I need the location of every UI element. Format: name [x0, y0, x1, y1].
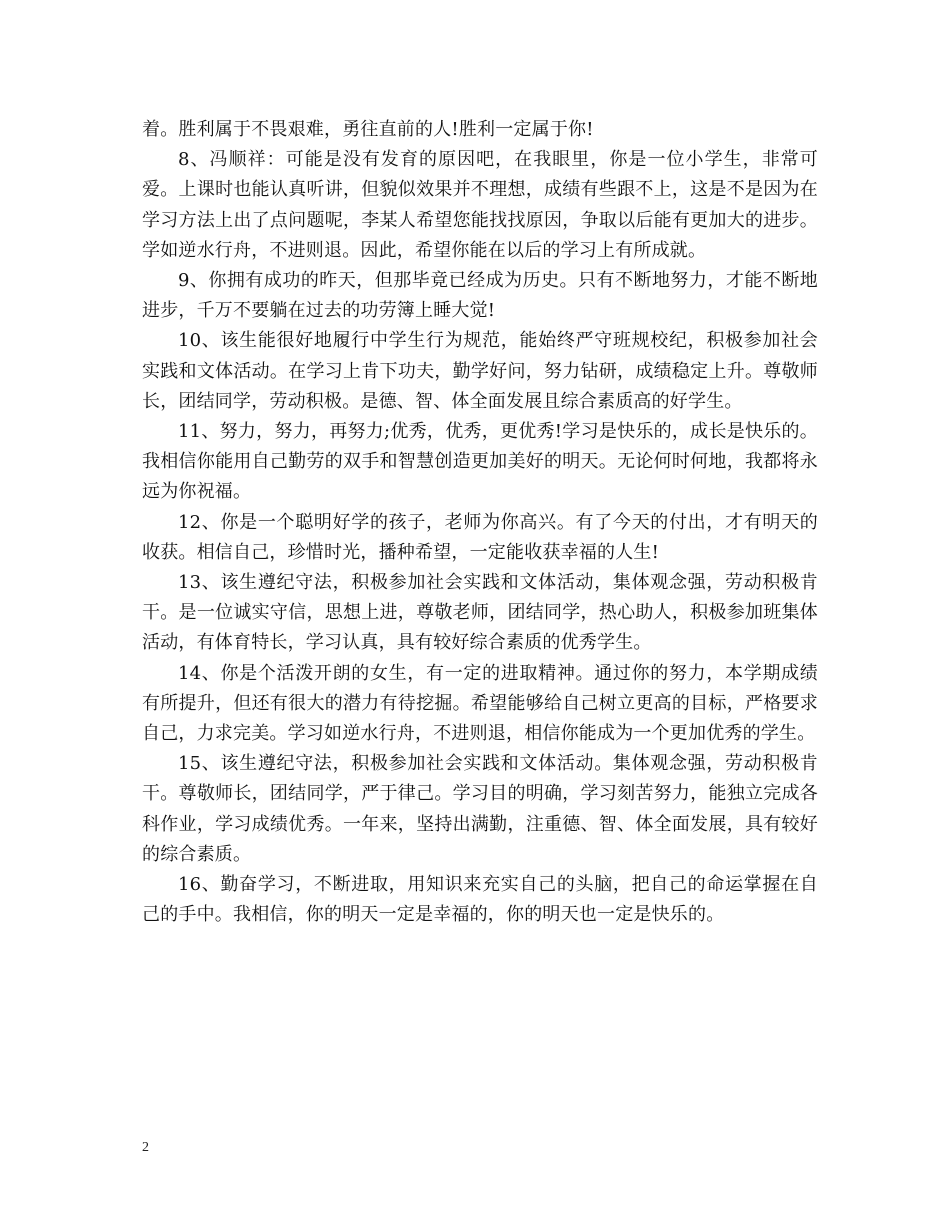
paragraph-continuation: 着。胜利属于不畏艰难，勇往直前的人!胜利一定属于你! [142, 119, 594, 140]
paragraph-comment-9: 9、你拥有成功的昨天，但那毕竟已经成为历史。只有不断地努力，才能不断地进步，千万不要躺在过去的功劳簿上睡大觉! [142, 270, 818, 322]
paragraph-comment-15: 15、该生遵纪守法，积极参加社会实践和文体活动。集体观念强，劳动积极肯干。尊敬师长，团结同学，严于律己。学习目的明确，学习刻苦努力，能独立完成各科作业，学习成绩优秀。一年来，坚持出满勤，注重德、智、体全面发展，具有较好的综合素质。 [142, 753, 818, 865]
paragraph-comment-8: 8、冯顺祥：可能是没有发育的原因吧，在我眼里，你是一位小学生，非常可爱。上课时也能认真听讲，但貌似效果并不理想，成绩有些跟不上，这是不是因为在学习方法上出了点问题呢，李某人希望您能找找原因，争取以后能有更加大的进步。学如逆水行舟，不进则退。因此，希望你能在以后的学习上有所成就。 [142, 149, 818, 261]
paragraph-comment-16: 16、勤奋学习，不断进取，用知识来充实自己的头脑，把自己的命运掌握在自己的手中。我相信，你的明天一定是幸福的，你的明天也一定是快乐的。 [142, 874, 818, 926]
paragraph-comment-14: 14、你是个活泼开朗的女生，有一定的进取精神。通过你的努力，本学期成绩有所提升，但还有很大的潜力有待挖掘。希望能够给自己树立更高的目标，严格要求自己，力求完美。学习如逆水行舟，不进则退，相信你能成为一个更加优秀的学生。 [142, 662, 818, 745]
paragraph-comment-12: 12、你是一个聪明好学的孩子，老师为你高兴。有了今天的付出，才有明天的收获。相信自己，珍惜时光，播种希望，一定能收获幸福的人生! [142, 511, 818, 563]
document-body [142, 115, 818, 930]
paragraph-comment-11: 11、努力，努力，再努力;优秀，优秀，更优秀!学习是快乐的，成长是快乐的。我相信你能用自己勤劳的双手和智慧创造更加美好的明天。无论何时何地，我都将永远为你祝福。 [142, 421, 818, 503]
page-number: 2 [142, 1140, 149, 1155]
paragraph-comment-13: 13、该生遵纪守法，积极参加社会实践和文体活动，集体观念强，劳动积极肯干。是一位诚实守信，思想上进，尊敬老师，团结同学，热心助人，积极参加班集体活动，有体育特长，学习认真，具有较好综合素质的优秀学生。 [142, 572, 818, 654]
paragraph-comment-10: 10、该生能很好地履行中学生行为规范，能始终严守班规校纪，积极参加社会实践和文体活动。在学习上肯下功夫，勤学好问，努力钻研，成绩稳定上升。尊敬师长，团结同学，劳动积极。是德、智、体全面发展且综合素质高的好学生。 [142, 330, 818, 412]
